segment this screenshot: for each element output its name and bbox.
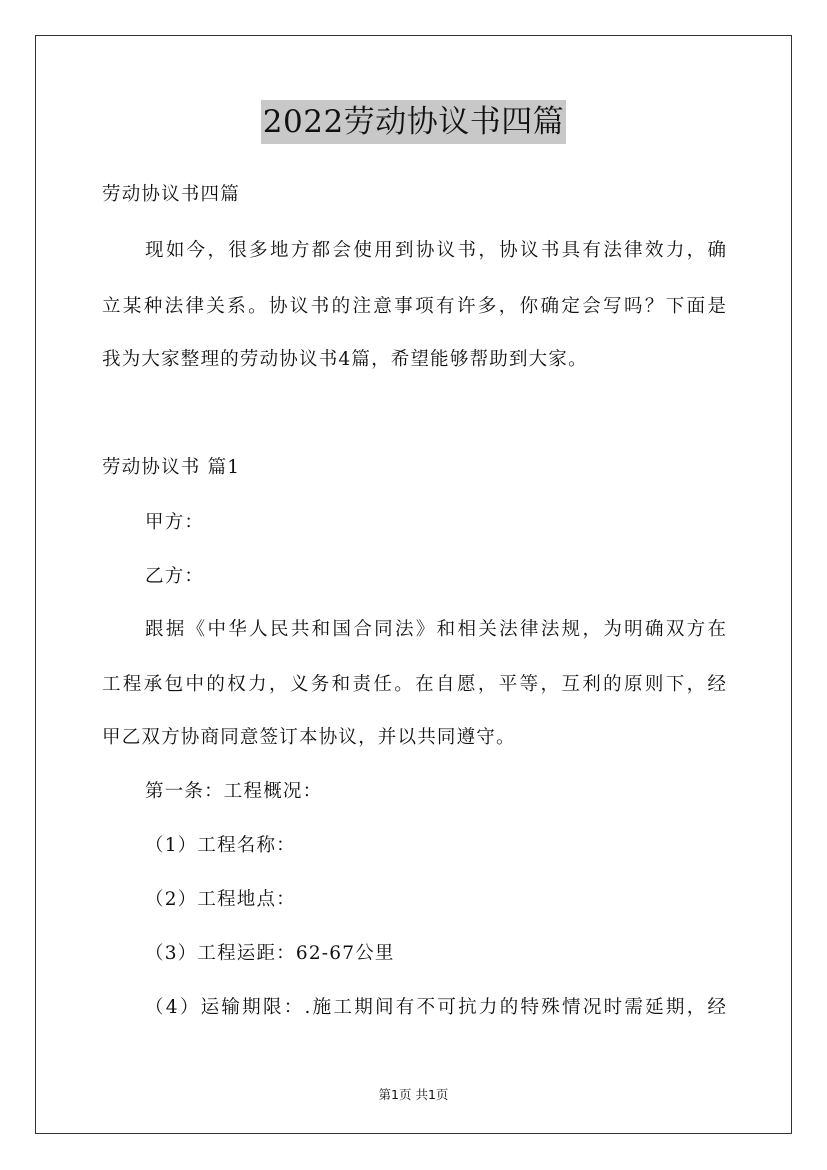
document-subtitle: 劳动协议书四篇 [102,184,240,205]
body-line-1: 跟据《中华人民共和国合同法》和相关法律法规，为明确双方在 [145,619,726,640]
article-1-heading: 第一条：工程概况： [145,781,323,802]
document-title: 2022劳动协议书四篇 [261,100,566,144]
title-container [0,100,827,144]
party-b: 乙方： [145,566,205,587]
party-a: 甲方： [145,512,205,533]
intro-line-2: 立某种法律关系。协议书的注意事项有许多，你确定会写吗？下面是 [102,296,726,317]
list-item: （4）运输期限：.施工期间有不可抗力的特殊情况时需延期，经 [145,997,726,1018]
section-heading: 劳动协议书 篇1 [102,457,241,478]
body-line-2: 工程承包中的权力，义务和责任。在自愿，平等，互利的原则下，经 [102,674,726,695]
list-item: （3）工程运距：62-67公里 [145,943,395,964]
intro-line-3: 我为大家整理的劳动协议书4篇，希望能够帮助到大家。 [102,349,588,370]
page-footer: 第1页 共1页 [378,1087,449,1102]
intro-line-1: 现如今，很多地方都会使用到协议书，协议书具有法律效力，确 [145,240,726,261]
list-item: （2）工程地点： [145,889,296,910]
body-line-3: 甲乙双方协商同意签订本协议，并以共同遵守。 [102,727,516,748]
list-item: （1）工程名称： [145,835,296,856]
